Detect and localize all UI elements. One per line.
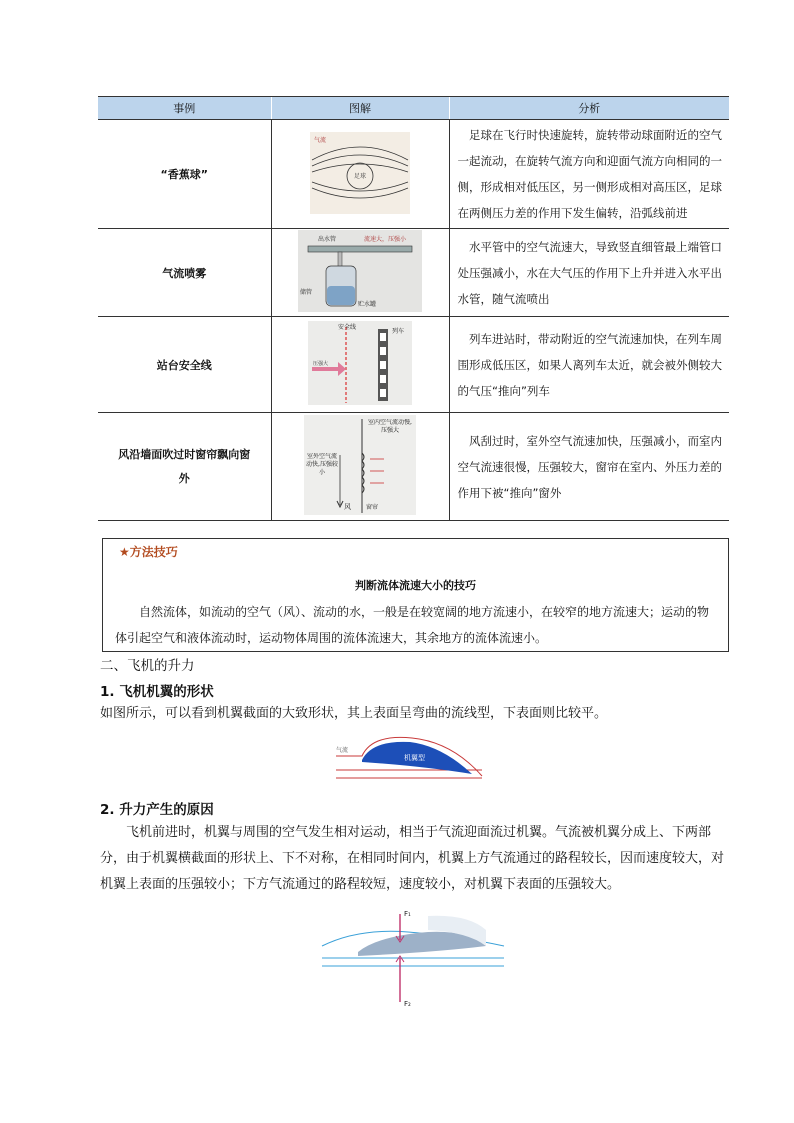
station-figure [308,321,412,405]
fig-label: 储管 [300,289,313,296]
fig-label: 流速大，压强小 [364,236,407,243]
table-row [98,120,729,229]
fig-label: 室内空气流动慢,压强大 [368,419,412,434]
banana-ball-figure [310,132,410,214]
analysis-text: 列车进站时，带动附近的空气流速加快，在列车周围形成低压区，如果人离列车太近，就会被外侧较大的气压“推向”列车 [457,331,722,398]
subsection-title: 2. 升力产生的原因 [100,802,214,818]
figure-cell [271,120,449,229]
analysis-text: 足球在飞行时快速旋转，旋转带动球面附近的空气一起流动，在旋转气流方向和迎面气流方向相同的一侧，形成相对低压区，另一侧形成相对高压区，足球在两侧压力差的作用下发生偏转，沿弧线前进 [457,128,722,220]
tips-subtitle: 判断流体流速大小的技巧 [355,579,476,592]
tips-body: 自然流体，如流动的空气（风）、流动的水，一般是在较宽阔的地方流速小，在较窄的地方流速大；运动的物体引起空气和液体流动时，运动物体周围的流体流速大，其余地方的流体流速小。 [115,605,710,645]
fig-label: 气流 [314,136,327,144]
figure-cell [271,229,449,317]
wing-figure [332,730,496,786]
examples-table [98,96,729,521]
analysis-text: 水平管中的空气流速大，导致竖直细管最上端管口处压强减小，水在大气压的作用下上升并进入水平出水管，随气流喷出 [457,239,722,306]
air-label: 气流 [336,747,349,754]
fig-label: 窗帘 [366,504,379,511]
analysis-cell [449,120,729,229]
section-title: 二、飞机的升力 [100,658,195,674]
fig-label: 贮水罐 [358,301,377,308]
table-row [98,413,729,521]
tips-title: ★方法技巧 [119,545,178,559]
analysis-text: 风刮过时，室外空气流速加快，压强减小，而室内空气流速很慢，压强较大，窗帘在室内、外压力差的作用下被“推向”窗外 [457,433,722,500]
wing-label: 机翼型 [404,754,425,762]
header-case: 事例 [98,97,271,120]
fig-label: 压强大 [313,361,329,367]
paragraph: 如图所示，可以看到机翼截面的大致形状，其上表面呈弯曲的流线型，下表面则比较平。 [100,706,608,721]
header-analysis: 分析 [449,97,729,120]
figure-cell [271,317,449,413]
paragraph: 飞机前进时，机翼与周围的空气发生相对运动，相当于气流迎面流过机翼。气流被机翼分成上、下两部分，由于机翼横截面的形状上、下不对称，在相同时间内，机翼上方气流通过的路程较长，因而速度较大，对机翼上表面的压强较小；下方气流通过的路程较短，速度较小，对机翼下表面的压强较大。 [100,825,725,892]
fig-label: 出水管 [318,236,337,243]
header-figure: 图解 [271,97,449,120]
fig-label: 风 [344,503,351,511]
case-text: 风沿墙面吹过时窗帘飘向窗外 [118,447,251,485]
spray-figure [298,230,422,312]
fig-label: 列车 [392,328,405,335]
case-cell: 站台安全线 [98,317,271,413]
table-row [98,229,729,317]
curtain-figure [304,415,416,515]
analysis-cell [449,229,729,317]
fig-label: 安全线 [338,324,357,331]
figure-cell [271,413,449,521]
tips-box [102,538,729,652]
table-header-row [98,97,729,120]
analysis-cell [449,317,729,413]
lift-force-figure [318,906,508,1010]
case-cell: “香蕉球” [98,120,271,229]
force-f2-label: F₂ [404,1000,411,1008]
fig-label: 室外空气流动快,压强较小 [306,453,338,476]
case-cell: 气流喷雾 [98,229,271,317]
force-f1-label: F₁ [404,910,411,918]
subsection-title: 1. 飞机机翼的形状 [100,684,214,700]
table-row [98,317,729,413]
fig-label: 足球 [354,172,367,180]
case-cell [98,413,271,521]
analysis-cell [449,413,729,521]
